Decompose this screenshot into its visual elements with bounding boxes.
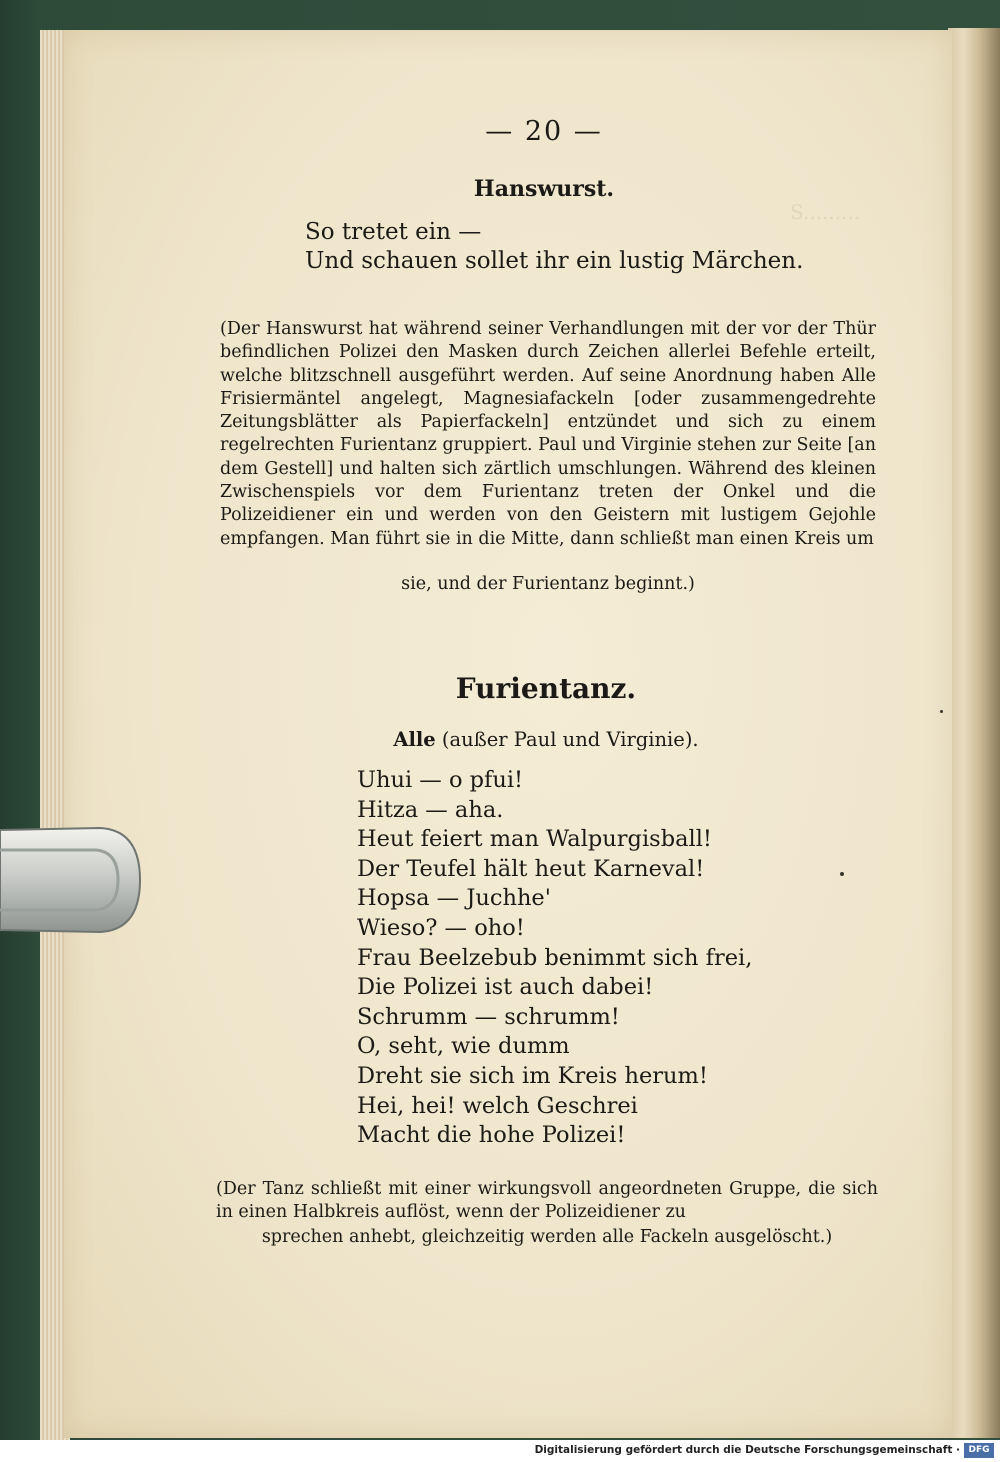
bleed-through: S......... bbox=[790, 200, 861, 224]
cast-name: Alle bbox=[393, 728, 436, 751]
cast-line bbox=[0, 728, 1000, 751]
closing-stage-direction-last-line: sprechen anhebt, gleichzeitig werden alle Fackeln ausgelöscht.) bbox=[261, 1227, 833, 1247]
dfg-logo: DFG bbox=[964, 1443, 994, 1458]
song-line: Dreht sie sich im Kreis herum! bbox=[357, 1062, 708, 1089]
stage-direction: (Der Hanswurst hat während seiner Verhandlungen mit der vor der Thür befindlichen Polizei den Masken durch Zeichen allerlei Befehle erteilt, welche blitzschnell ausgeführt werden. Auf seine Anordnung haben Alle Frisiermäntel angelegt, Magnesiafackeln [oder zusammengedrehte Zeitungsblätter als Papierfackeln] entzündet und sich zu einem regelrechten Furientanz gruppiert. Paul und Virginie stehen zur Seite [an dem Gestell] und halten sich zärtlich umschlungen. Während des kleinen Zwischenspiels vor dem Furientanz treten der Onkel und die Polizeidiener ein und werden von den Geistern mit lustigem Gejohle empfangen. Man führt sie in die Mitte, dann schließt man einen Kreis um bbox=[220, 319, 876, 549]
verse-line: Und schauen sollet ihr ein lustig Märchen. bbox=[305, 248, 804, 274]
ink-speck bbox=[840, 872, 844, 876]
song-verse bbox=[357, 766, 752, 1151]
song-line: Der Teufel hält heut Karneval! bbox=[357, 855, 705, 882]
verse-line: So tretet ein — bbox=[305, 219, 482, 245]
song-line: O, seht, wie dumm bbox=[357, 1033, 570, 1060]
song-line: Wieso? — oho! bbox=[357, 914, 525, 941]
footer-bar bbox=[0, 1440, 1000, 1462]
song-line: Schrumm — schrumm! bbox=[357, 1003, 620, 1030]
opening-verse bbox=[305, 218, 803, 276]
stage-direction-last-line: sie, und der Furientanz beginnt.) bbox=[401, 574, 695, 594]
paper-clip-icon bbox=[0, 820, 142, 940]
speaker-name: Hanswurst. bbox=[473, 176, 615, 202]
song-line: Die Polizei ist auch dabei! bbox=[357, 974, 654, 1001]
song-line: Hitza — aha. bbox=[357, 796, 504, 823]
closing-stage-direction: (Der Tanz schließt mit einer wirkungsvoll angeordneten Gruppe, die sich in einen Halbkreis auflöst, wenn der Polizeidiener zu bbox=[216, 1179, 878, 1223]
cast-note: (außer Paul und Virginie). bbox=[441, 728, 699, 751]
page-number: — 20 — bbox=[485, 116, 603, 147]
ink-speck bbox=[940, 710, 943, 713]
song-line: Hei, hei! welch Geschrei bbox=[357, 1092, 638, 1119]
song-line: Heut feiert man Walpurgisball! bbox=[357, 826, 712, 853]
footer-credit: Digitalisierung gefördert durch die Deutsche Forschungsgemeinschaft · bbox=[534, 1444, 960, 1456]
song-line: Macht die hohe Polizei! bbox=[357, 1122, 626, 1149]
song-line: Uhui — o pfui! bbox=[357, 767, 524, 793]
section-title: Furientanz. bbox=[455, 672, 637, 705]
song-line: Frau Beelzebub benimmt sich frei, bbox=[357, 944, 753, 971]
song-line: Hopsa — Juchhe' bbox=[357, 885, 551, 912]
